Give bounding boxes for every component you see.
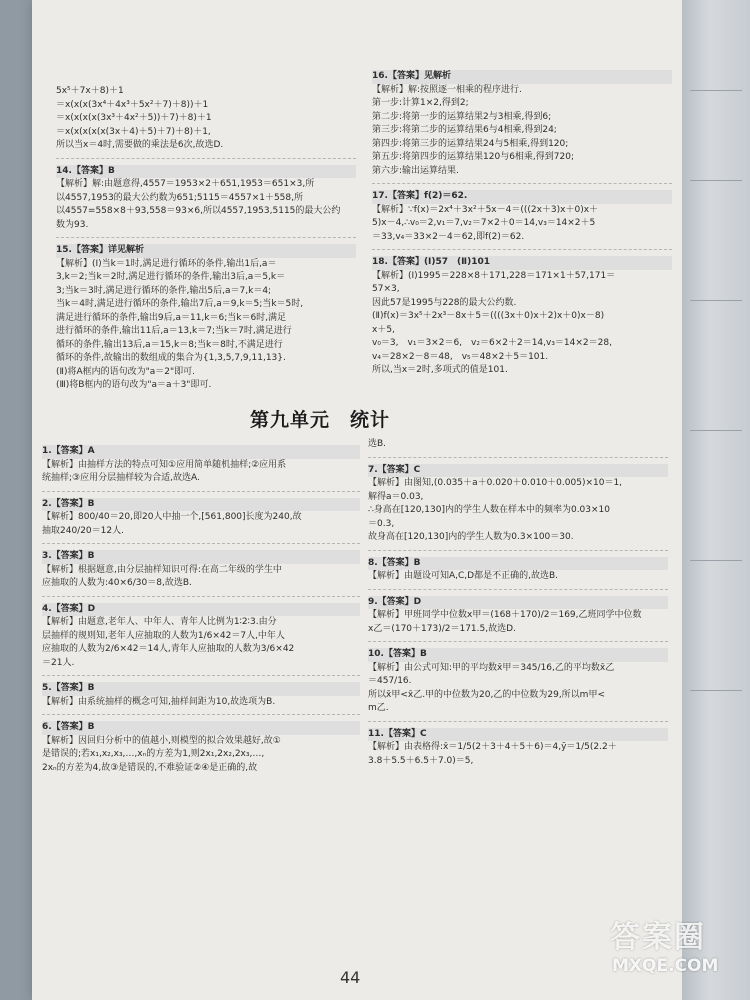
answer-16: 16.【答案】见解析 xyxy=(372,70,672,84)
text-line: (Ⅱ)f(x)＝3x⁵＋2x³－8x＋5＝((((3x＋0)x＋2)x＋0)x－8) xyxy=(372,311,605,321)
text-line: 循环的条件,故输出的数组成的集合为{1,3,5,7,9,11,13}. xyxy=(56,353,286,363)
text-line: 【解析】(Ⅰ)1995＝228×8＋171,228＝171×1＋57,171＝ xyxy=(372,270,616,281)
text-line: 统抽样;③应用分层抽样较为合适,故选A. xyxy=(42,473,200,483)
text-line: 是错误的;若x₁,x₂,x₃,…,xₙ的方差为1,则2x₁,2x₂,2x₃,…, xyxy=(42,749,265,759)
text-line: 应抽取的人数为:40×6/30＝8,故选B. xyxy=(42,578,192,588)
text-line: 以4557=558×8＋93,558＝93×6,所以4557,1953,5115的最大公约 xyxy=(56,206,341,216)
watermark-logo: 答案圈 xyxy=(610,920,706,955)
text-line: ＝21人. xyxy=(42,657,75,668)
text-line: ＝33,v₄＝33×2－4＝62,即f(2)＝62. xyxy=(372,231,525,242)
text-line: 【解析】800/40＝20,即20人中抽一个,[561,800]长度为240,故 xyxy=(42,512,302,522)
text-line: x乙＝(170＋173)/2＝171.5,故选D. xyxy=(368,623,516,634)
text-line: 满足进行循环的条件,输出9后,a＝11,k＝6;当k＝6时,满足 xyxy=(56,312,287,323)
text-line: 所以,当x＝2时,多项式的值是101. xyxy=(372,365,508,375)
text-line: (Ⅱ)将A框内的语句改为"a＝2"即可. xyxy=(56,366,195,377)
lower-left-column xyxy=(42,445,360,775)
right-top-column xyxy=(372,70,672,378)
answer-6: 6.【答案】B xyxy=(42,721,360,735)
text-line: 第四步:将第三步的运算结果24与5相乘,得到120; xyxy=(372,138,569,149)
adjacent-page-edge xyxy=(682,0,750,1000)
text-line: 【解析】由图知,(0.035＋a＋0.020＋0.010＋0.005)×10＝1, xyxy=(368,478,623,488)
text-line: x＋5, xyxy=(372,324,395,335)
text-line: 解得a＝0.03, xyxy=(368,491,424,502)
left-top-column xyxy=(56,85,356,393)
answer-8: 8.【答案】B xyxy=(368,557,668,571)
text-line: 【解析】∵f(x)＝2x⁴＋3x²＋5x－4＝(((2x＋3)x＋0)x＋ xyxy=(372,204,599,215)
text-line: 循环的条件,输出13后,a＝15,k＝8;当k＝8时,不满足进行 xyxy=(56,339,283,350)
page-number: 44 xyxy=(340,968,361,987)
text-line: 第二步:将第一步的运算结果2与3相乘,得到6; xyxy=(372,111,552,122)
text-line: 所以当x＝4时,需要做的乘法是6次,故选D. xyxy=(56,140,224,150)
answer-1: 1.【答案】A xyxy=(42,445,360,459)
text-line: v₄＝28×2－8＝48, v₅＝48×2＋5＝101. xyxy=(372,351,549,362)
answer-14: 14.【答案】B xyxy=(56,165,356,179)
text-line: 当k＝4时,满足进行循环的条件,输出7后,a＝9,k＝5;当k＝5时, xyxy=(56,299,304,309)
text-line: 5x⁵＋7x＋8)＋1 xyxy=(56,86,124,96)
answer-5: 5.【答案】B xyxy=(42,682,360,696)
text-line: ∴身高在[120,130]内的学生人数在样本中的频率为0.03×10 xyxy=(368,505,610,515)
answer-11: 11.【答案】C xyxy=(368,728,668,742)
text-line: v₀＝3, v₁＝3×2＝6, v₂＝6×2＋2＝14,v₃＝14×2＝28, xyxy=(372,338,612,348)
answer-17: 17.【答案】f(2)＝62. xyxy=(372,190,672,204)
text-line: ＝x(x(x(3x⁴＋4x³＋5x²＋7)＋8))＋1 xyxy=(56,99,209,110)
text-line: 以4557,1953的最大公约数为651;5115＝4557×1＋558,所 xyxy=(56,192,303,203)
text-line: 3,k＝2;当k＝2时,满足进行循环的条件,输出3后,a＝5,k＝ xyxy=(56,272,286,282)
text-line: 【解析】由题设可知A,C,D都是不正确的,故选B. xyxy=(368,571,558,581)
text-line: 【解析】由题意,老年人、中年人、青年人比例为1∶2∶3.由分 xyxy=(42,617,277,627)
watermark-url: MXQE.COM xyxy=(612,956,719,976)
answer-2: 2.【答案】B xyxy=(42,498,360,512)
text-line: m乙. xyxy=(368,703,389,713)
text-line: 5)x－4,∴v₀＝2,v₁＝7,v₂＝7×2＋0＝14,v₃＝14×2＋5 xyxy=(372,218,596,228)
text-line: ＝x(x(x(x(3x³＋4x²＋5))＋7)＋8)＋1 xyxy=(56,113,212,123)
answer-18: 18.【答案】(Ⅰ)57 (Ⅱ)101 xyxy=(372,256,672,270)
text-line: 2xₙ的方差为4,故③是错误的,不难验证②④是正确的,故 xyxy=(42,762,258,773)
answer-10: 10.【答案】B xyxy=(368,648,668,662)
text-line: 进行循环的条件,输出11后,a＝13,k＝7;当k＝7时,满足进行 xyxy=(56,326,292,336)
text-line: 选B. xyxy=(368,439,387,449)
text-line: 3;当k＝3时,满足进行循环的条件,输出5后,a＝7,k＝4; xyxy=(56,285,272,296)
text-line: 【解析】(Ⅰ)当k＝1时,满足进行循环的条件,输出1后,a＝ xyxy=(56,258,277,269)
text-line: 【解析】由公式可知:甲的平均数x̄甲＝345/16,乙的平均数x̄乙 xyxy=(368,662,615,673)
text-line: 所以x̄甲<x̄乙.甲的中位数为20,乙的中位数为29,所以m甲< xyxy=(368,689,605,700)
answer-15: 15.【答案】详见解析 xyxy=(56,244,356,258)
text-line: 第三步:将第二步的运算结果6与4相乘,得到24; xyxy=(372,125,557,135)
text-line: 第一步:计算1×2,得到2; xyxy=(372,98,469,108)
text-line: ＝0.3, xyxy=(368,518,395,529)
text-line: 【解析】因回归分析中的值越小,则模型的拟合效果越好,故① xyxy=(42,735,281,746)
text-line: 第六步:输出运算结果. xyxy=(372,165,459,176)
text-line: 3.8＋5.5＋6.5＋7.0)＝5, xyxy=(368,755,474,766)
text-line: ＝x(x(x(x(x(3x＋4)＋5)＋7)＋8)＋1, xyxy=(56,126,211,137)
text-line: 故身高在[120,130]内的学生人数为0.3×100＝30. xyxy=(368,532,574,542)
text-line: 层抽样的规则知,老年人应抽取的人数为1/6×42＝7人,中年人 xyxy=(42,630,285,641)
text-line: ＝457/16. xyxy=(368,676,412,686)
unit-title: 第九单元 统计 xyxy=(250,409,391,431)
text-line: 57×3, xyxy=(372,284,400,294)
text-line: 【解析】甲班同学中位数x甲＝(168＋170)/2＝169,乙班同学中位数 xyxy=(368,610,642,620)
answer-9: 9.【答案】D xyxy=(368,596,668,610)
answer-3: 3.【答案】B xyxy=(42,550,360,564)
text-line: 因此57是1995与228的最大公约数. xyxy=(372,297,517,308)
answer-7: 7.【答案】C xyxy=(368,464,668,478)
text-line: 数为93. xyxy=(56,219,89,230)
text-line: 抽取240/20＝12人. xyxy=(42,525,124,536)
text-line: 【解析】由抽样方法的特点可知①应用简单随机抽样;②应用系 xyxy=(42,459,287,470)
text-line: 【解析】由表格得:x̄＝1/5(2＋3＋4＋5＋6)＝4,ȳ＝1/5(2.2＋ xyxy=(368,742,617,752)
text-line: 应抽取的人数为2/6×42＝14人,青年人应抽取的人数为3/6×42 xyxy=(42,644,295,654)
text-line: 【解析】由系统抽样的概念可知,抽样间距为10,故选项为B. xyxy=(42,696,276,707)
answer-4: 4.【答案】D xyxy=(42,603,360,617)
lower-right-column xyxy=(368,438,668,768)
text-line: 第五步:将第四步的运算结果120与6相乘,得到720; xyxy=(372,152,575,162)
text-line: (Ⅲ)将B框内的语句改为"a＝a＋3"即可. xyxy=(56,380,212,390)
text-line: 【解析】根据题意,由分层抽样知识可得:在高二年级的学生中 xyxy=(42,564,282,575)
text-line: 【解析】解:由题意得,4557＝1953×2＋651,1953＝651×3,所 xyxy=(56,179,315,189)
text-line: 【解析】解:按照逐一相乘的程序进行. xyxy=(372,84,522,95)
